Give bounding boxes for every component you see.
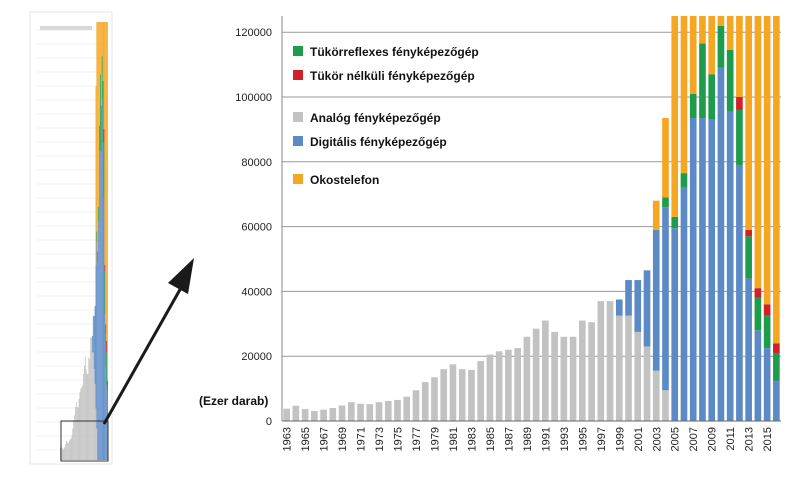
thumbnail-bar-analog-fenykepezogep-1998 — [91, 338, 92, 460]
x-tick-label: 1989 — [521, 427, 534, 452]
thumbnail-bar-analog-fenykepezogep-1966 — [63, 450, 64, 460]
thumbnail-bar-okostelefon-2008 — [100, 22, 101, 74]
bar-okostelefon-2015 — [764, 16, 771, 304]
x-tick-label: 1985 — [484, 426, 497, 452]
thumbnail-bar-digitalis-fenykepezogep-2009 — [101, 152, 102, 460]
thumbnail-bar-tukorreflexes-fenykepezogep-2007 — [99, 126, 100, 151]
bar-tukorreflexes-fenykepezogep-2010 — [718, 26, 725, 68]
bar-tukor-nelkuli-fenykepezogep-2016 — [773, 343, 780, 353]
legend-swatch-analog-fenykepezogep — [293, 112, 303, 122]
arrow-shaft — [104, 286, 182, 424]
bar-okostelefon-2006 — [681, 16, 688, 173]
x-tick-label: 1975 — [392, 427, 405, 452]
thumbnail-bar-digitalis-fenykepezogep-2014 — [105, 367, 106, 460]
bar-digitalis-fenykepezogep-2009 — [708, 120, 715, 421]
x-tick-label: 2001 — [632, 427, 645, 452]
bar-analog-fenykepezogep-1977 — [413, 390, 420, 421]
bar-analog-fenykepezogep-1992 — [551, 332, 558, 421]
thumbnail-bar-digitalis-fenykepezogep-1999 — [92, 336, 93, 353]
thumbnail-bar-digitalis-fenykepezogep-2007 — [99, 150, 100, 460]
bar-tukor-nelkuli-fenykepezogep-2013 — [745, 230, 752, 236]
bar-digitalis-fenykepezogep-2006 — [681, 188, 688, 421]
bar-analog-fenykepezogep-2001 — [634, 332, 641, 421]
bar-digitalis-fenykepezogep-2004 — [662, 207, 669, 390]
thumbnail-bar-tukorreflexes-fenykepezogep-2013 — [104, 271, 105, 314]
bar-digitalis-fenykepezogep-2013 — [745, 278, 752, 421]
bar-okostelefon-2009 — [708, 16, 715, 74]
bar-analog-fenykepezogep-2002 — [644, 346, 651, 421]
thumbnail-bar-tukorreflexes-fenykepezogep-2012 — [104, 142, 105, 198]
thumbnail-bar-okostelefon-2003 — [96, 86, 97, 265]
x-tick-label: 1979 — [429, 427, 442, 452]
thumbnail-bar-analog-fenykepezogep-1974 — [70, 439, 71, 460]
thumbnail-bar-analog-fenykepezogep-1984 — [79, 399, 80, 460]
bar-digitalis-fenykepezogep-1999 — [616, 300, 623, 316]
x-tick-label: 1999 — [614, 427, 627, 452]
bar-okostelefon-2013 — [745, 16, 752, 230]
bar-analog-fenykepezogep-2000 — [625, 316, 632, 421]
bar-analog-fenykepezogep-1970 — [348, 402, 355, 421]
thumbnail-bar-analog-fenykepezogep-1993 — [87, 374, 88, 460]
bar-analog-fenykepezogep-1990 — [533, 329, 540, 421]
bar-analog-fenykepezogep-1974 — [385, 401, 392, 421]
bar-tukorreflexes-fenykepezogep-2012 — [736, 110, 743, 165]
bar-digitalis-fenykepezogep-2014 — [755, 330, 762, 421]
thumbnail-bar-analog-fenykepezogep-1968 — [64, 447, 65, 460]
thumbnail-bar-analog-fenykepezogep-1982 — [77, 407, 78, 460]
bar-analog-fenykepezogep-1995 — [579, 321, 586, 421]
x-tick-label: 1973 — [374, 427, 387, 452]
thumbnail-bar-analog-fenykepezogep-1996 — [89, 359, 90, 460]
bar-okostelefon-2014 — [755, 16, 762, 288]
bar-digitalis-fenykepezogep-2002 — [644, 270, 651, 346]
y-tick-label: 60000 — [241, 221, 272, 234]
y-tick-labels — [235, 27, 272, 428]
bar-analog-fenykepezogep-1973 — [376, 402, 383, 421]
thumbnail-bar-analog-fenykepezogep-1999 — [92, 352, 93, 460]
bar-analog-fenykepezogep-2003 — [653, 371, 660, 421]
thumbnail-bar-analog-fenykepezogep-2000 — [93, 352, 94, 460]
y-tick-label: 80000 — [241, 156, 272, 169]
thumbnail-bar-tukor-nelkuli-fenykepezogep-2016 — [107, 381, 108, 391]
thumbnail-bar-analog-fenykepezogep-1981 — [76, 402, 77, 460]
bar-tukor-nelkuli-fenykepezogep-2014 — [755, 288, 762, 298]
x-tick-label: 2015 — [762, 427, 775, 452]
bar-analog-fenykepezogep-1967 — [320, 410, 327, 421]
bar-analog-fenykepezogep-1986 — [496, 351, 503, 421]
bar-analog-fenykepezogep-1969 — [339, 405, 346, 421]
thumbnail-bar-analog-fenykepezogep-1979 — [74, 415, 75, 460]
thumbnail-bar-analog-fenykepezogep-2003 — [96, 409, 97, 460]
bar-tukorreflexes-fenykepezogep-2006 — [681, 173, 688, 188]
bar-tukorreflexes-fenykepezogep-2008 — [699, 44, 706, 119]
thumbnail-bar-analog-fenykepezogep-1997 — [90, 338, 91, 460]
legend-label-analog-fenykepezogep: Analóg fényképezőgép — [310, 111, 441, 125]
x-tick-label: 2005 — [669, 427, 682, 452]
thumbnail-bar-analog-fenykepezogep-1995 — [88, 357, 89, 460]
thumbnail-bar-tukor-nelkuli-fenykepezogep-2013 — [104, 265, 105, 272]
bar-tukorreflexes-fenykepezogep-2011 — [727, 50, 734, 112]
thumbnail-bar-digitalis-fenykepezogep-2008 — [100, 150, 101, 460]
bar-tukorreflexes-fenykepezogep-2004 — [662, 197, 669, 207]
bar-analog-fenykepezogep-1991 — [542, 321, 549, 421]
thumbnail-bar-analog-fenykepezogep-1967 — [64, 448, 65, 460]
bar-analog-fenykepezogep-1987 — [505, 350, 512, 421]
thumbnail-bar-digitalis-fenykepezogep-2003 — [96, 265, 97, 409]
thumbnail-bar-tukorreflexes-fenykepezogep-2005 — [97, 251, 98, 263]
thumbnail-bar-okostelefon-2011 — [103, 22, 104, 81]
thumbnail-bar-analog-fenykepezogep-1975 — [71, 438, 72, 460]
thumbnail-bar-tukorreflexes-fenykepezogep-2014 — [105, 334, 106, 367]
thumbnail-bar-analog-fenykepezogep-1980 — [75, 407, 76, 460]
bar-tukorreflexes-fenykepezogep-2009 — [708, 74, 715, 119]
bar-tukorreflexes-fenykepezogep-2015 — [764, 316, 771, 348]
y-tick-label: 0 — [265, 416, 272, 428]
bar-digitalis-fenykepezogep-2008 — [699, 118, 706, 421]
bar-digitalis-fenykepezogep-2010 — [718, 68, 725, 421]
bar-okostelefon-2003 — [653, 201, 660, 230]
x-tick-label: 1995 — [577, 427, 590, 452]
x-tick-label: 1977 — [410, 427, 423, 452]
thumbnail-bar-tukorreflexes-fenykepezogep-2015 — [106, 352, 107, 385]
x-tick-label: 1963 — [281, 427, 294, 452]
x-tick-label: 2007 — [688, 427, 701, 452]
zoom-arrow — [104, 258, 194, 424]
x-tick-label: 1969 — [337, 427, 350, 452]
thumbnail-bar-tukor-nelkuli-fenykepezogep-2015 — [106, 341, 107, 353]
thumbnail-bar-tukor-nelkuli-fenykepezogep-2012 — [104, 129, 105, 142]
bar-analog-fenykepezogep-1979 — [431, 377, 438, 421]
thumbnail-bar-analog-fenykepezogep-1989 — [83, 374, 84, 460]
x-tick-label: 1987 — [503, 427, 516, 452]
bar-tukor-nelkuli-fenykepezogep-2015 — [764, 304, 771, 315]
bar-okostelefon-2004 — [662, 118, 669, 197]
bar-analog-fenykepezogep-1975 — [394, 400, 401, 421]
thumbnail-bar-digitalis-fenykepezogep-2000 — [93, 316, 94, 352]
bar-analog-fenykepezogep-1998 — [607, 301, 614, 421]
x-tick-label: 1991 — [540, 427, 553, 452]
overview-thumbnail — [30, 12, 112, 464]
thumbnail-bar-analog-fenykepezogep-1976 — [72, 435, 73, 460]
thumbnail-bar-digitalis-fenykepezogep-2011 — [103, 144, 104, 460]
x-tick-label: 1983 — [466, 427, 479, 452]
x-tick-label: 2009 — [706, 427, 719, 452]
thumbnail-bar-analog-fenykepezogep-2001 — [94, 369, 95, 460]
thumbnail-bar-analog-fenykepezogep-2004 — [96, 429, 97, 460]
bar-digitalis-fenykepezogep-2011 — [727, 112, 734, 421]
x-tick-label: 1997 — [595, 427, 608, 452]
bar-analog-fenykepezogep-1981 — [450, 364, 457, 421]
bar-tukorreflexes-fenykepezogep-2016 — [773, 353, 780, 381]
bar-analog-fenykepezogep-1996 — [588, 322, 595, 421]
y-tick-label: 120000 — [235, 27, 272, 40]
thumbnail-bar-digitalis-fenykepezogep-2004 — [96, 242, 97, 429]
x-tick-label: 2003 — [651, 427, 664, 452]
bar-analog-fenykepezogep-1968 — [330, 408, 337, 421]
thumbnail-bar-digitalis-fenykepezogep-2005 — [97, 263, 98, 460]
thumbnail-bar-analog-fenykepezogep-1970 — [66, 441, 67, 460]
thumbnail-bar-analog-fenykepezogep-1992 — [86, 369, 87, 460]
thumbnail-bar-tukorreflexes-fenykepezogep-2010 — [102, 56, 103, 99]
bar-digitalis-fenykepezogep-2012 — [736, 165, 743, 421]
thumbnail-bar-analog-fenykepezogep-1978 — [73, 420, 74, 460]
thumbnail-bar-digitalis-fenykepezogep-2010 — [102, 99, 103, 460]
x-tick-labels — [282, 427, 775, 451]
bar-digitalis-fenykepezogep-2005 — [671, 228, 678, 421]
bar-analog-fenykepezogep-1988 — [514, 348, 521, 421]
bar-digitalis-fenykepezogep-2015 — [764, 348, 771, 421]
x-tick-label: 1967 — [318, 427, 331, 452]
thumbnail-bar-digitalis-fenykepezogep-2001 — [94, 316, 95, 369]
thumbnail-bar-analog-fenykepezogep-1988 — [82, 386, 83, 460]
thumbnail-bar-tukorreflexes-fenykepezogep-2009 — [101, 106, 102, 152]
y-tick-label: 20000 — [241, 351, 272, 364]
bar-analog-fenykepezogep-1982 — [459, 369, 466, 421]
legend — [293, 45, 479, 187]
thumbnail-bar-analog-fenykepezogep-2002 — [95, 384, 96, 460]
bar-tukorreflexes-fenykepezogep-2007 — [690, 94, 697, 118]
thumbnail-bar-okostelefon-2004 — [96, 22, 97, 232]
thumbnail-bar-digitalis-fenykepezogep-2002 — [95, 306, 96, 384]
bar-digitalis-fenykepezogep-2007 — [690, 118, 697, 421]
arrow-head — [168, 258, 194, 294]
x-tick-label: 2013 — [743, 427, 756, 452]
bar-okostelefon-2010 — [718, 16, 725, 26]
thumbnail-bar-analog-fenykepezogep-1983 — [78, 408, 79, 460]
thumbnail-bar-okostelefon-2005 — [97, 22, 98, 251]
bar-analog-fenykepezogep-1965 — [302, 409, 309, 421]
thumbnail-bar-tukorreflexes-fenykepezogep-2004 — [96, 232, 97, 242]
y-tick-label: 100000 — [235, 92, 272, 104]
bar-digitalis-fenykepezogep-2003 — [653, 230, 660, 371]
legend-swatch-okostelefon — [293, 174, 303, 184]
thumbnail-bar-okostelefon-2009 — [101, 22, 102, 106]
x-tick-label: 1993 — [558, 427, 571, 452]
legend-swatch-tukor-nelkuli-fenykepezogep — [293, 70, 303, 80]
bar-tukorreflexes-fenykepezogep-2013 — [745, 236, 752, 278]
bar-okostelefon-2011 — [727, 16, 734, 50]
y-tick-label: 40000 — [241, 286, 272, 299]
bar-okostelefon-2016 — [773, 16, 780, 343]
thumbnail-bar-analog-fenykepezogep-1965 — [62, 448, 63, 460]
thumbnail-bar-tukorreflexes-fenykepezogep-2006 — [98, 207, 99, 222]
bar-tukorreflexes-fenykepezogep-2014 — [755, 298, 762, 330]
bar-analog-fenykepezogep-1972 — [366, 404, 373, 421]
thumbnail-bar-digitalis-fenykepezogep-2013 — [104, 314, 105, 460]
bar-digitalis-fenykepezogep-2000 — [625, 280, 632, 316]
bar-digitalis-fenykepezogep-2001 — [634, 280, 641, 332]
bar-analog-fenykepezogep-1964 — [293, 406, 300, 421]
legend-label-okostelefon: Okostelefon — [310, 173, 380, 187]
bar-analog-fenykepezogep-1989 — [524, 337, 531, 421]
bar-analog-fenykepezogep-1971 — [357, 404, 364, 421]
bar-analog-fenykepezogep-1997 — [597, 301, 604, 421]
thumbnail-bar-analog-fenykepezogep-1994 — [88, 374, 89, 460]
bar-okostelefon-2012 — [736, 16, 743, 97]
x-tick-label: 2011 — [725, 427, 738, 451]
thumbnail-bar-tukorreflexes-fenykepezogep-2011 — [103, 81, 104, 144]
thumbnail-bar-analog-fenykepezogep-1971 — [67, 442, 68, 460]
legend-swatch-digitalis-fenykepezogep — [293, 136, 303, 146]
bar-tukor-nelkuli-fenykepezogep-2012 — [736, 97, 743, 110]
bar-tukorreflexes-fenykepezogep-2005 — [671, 217, 678, 228]
legend-label-tukorreflexes-fenykepezogep: Tükörreflexes fényképezőgép — [310, 45, 479, 59]
thumbnail-bar-analog-fenykepezogep-1972 — [68, 443, 69, 460]
bar-digitalis-fenykepezogep-2016 — [773, 381, 780, 422]
bar-okostelefon-2008 — [699, 16, 706, 44]
thumbnail-bar-okostelefon-2014 — [105, 22, 106, 324]
bar-okostelefon-2007 — [690, 16, 697, 94]
thumbnail-bar-analog-fenykepezogep-1991 — [85, 357, 86, 460]
thumbnail-title-bar — [40, 26, 92, 30]
thumbnail-bar-analog-fenykepezogep-1985 — [80, 392, 81, 460]
thumbnail-bar-okostelefon-2012 — [104, 22, 105, 129]
bar-analog-fenykepezogep-1983 — [468, 370, 475, 421]
bar-analog-fenykepezogep-1976 — [403, 397, 410, 421]
x-tick-label: 1965 — [300, 427, 313, 452]
thumbnail-bar-tukorreflexes-fenykepezogep-2008 — [100, 74, 101, 150]
bar-analog-fenykepezogep-1985 — [487, 355, 494, 421]
thumbnail-bar-okostelefon-2016 — [107, 22, 108, 381]
bar-analog-fenykepezogep-1999 — [616, 316, 623, 421]
legend-label-digitalis-fenykepezogep: Digitális fényképezőgép — [310, 135, 447, 149]
x-tick-label: 1971 — [355, 427, 368, 452]
thumbnail-bar-okostelefon-2013 — [104, 22, 105, 265]
thumbnail-bar-analog-fenykepezogep-1977 — [72, 429, 73, 460]
thumbnail-bar-digitalis-fenykepezogep-2006 — [98, 222, 99, 460]
thumbnail-bar-okostelefon-2006 — [98, 22, 99, 207]
thumbnail-bar-analog-fenykepezogep-1969 — [65, 444, 66, 460]
legend-swatch-tukorreflexes-fenykepezogep — [293, 46, 303, 56]
thumbnail-bar-okostelefon-2015 — [106, 22, 107, 341]
bar-analog-fenykepezogep-1963 — [283, 409, 290, 421]
bar-analog-fenykepezogep-1994 — [570, 337, 577, 421]
bar-analog-fenykepezogep-1993 — [561, 337, 568, 421]
thumbnail-bar-analog-fenykepezogep-1990 — [84, 366, 85, 460]
bar-analog-fenykepezogep-2004 — [662, 390, 669, 421]
thumbnail-bar-okostelefon-2007 — [99, 22, 100, 126]
thumbnail-bar-okostelefon-2010 — [102, 22, 103, 56]
bar-analog-fenykepezogep-1966 — [311, 411, 318, 421]
thumbnail-bar-analog-fenykepezogep-1986 — [80, 389, 81, 460]
unit-label: (Ezer darab) — [199, 394, 269, 408]
thumbnail-bar-tukor-nelkuli-fenykepezogep-2014 — [105, 324, 106, 334]
x-tick-label: 1981 — [447, 427, 460, 452]
thumbnail-bar-analog-fenykepezogep-1973 — [69, 441, 70, 460]
thumbnail-bar-analog-fenykepezogep-1987 — [81, 387, 82, 460]
bar-analog-fenykepezogep-1984 — [477, 361, 484, 421]
bar-okostelefon-2005 — [671, 16, 678, 217]
legend-label-tukor-nelkuli-fenykepezogep: Tükör nélküli fényképezőgép — [310, 69, 475, 83]
bar-analog-fenykepezogep-1980 — [440, 369, 447, 421]
bar-analog-fenykepezogep-1978 — [422, 382, 429, 421]
